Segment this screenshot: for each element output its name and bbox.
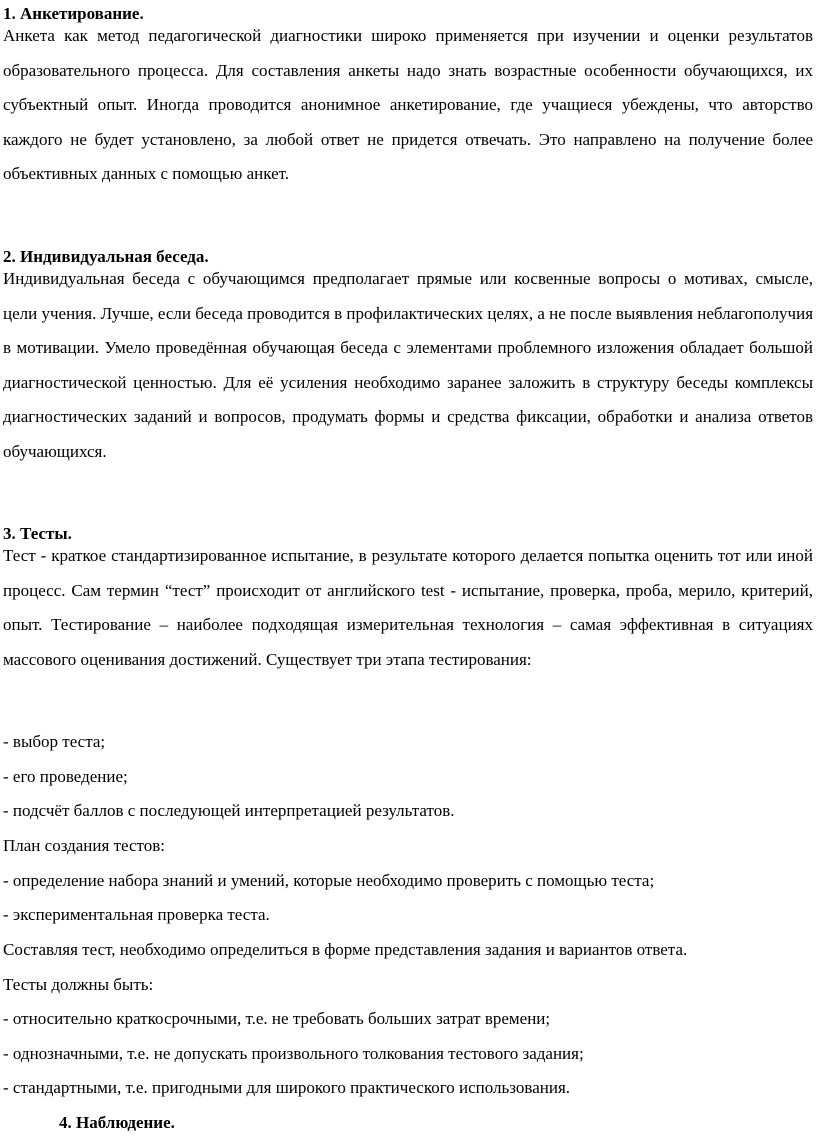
test-requirement-item: - относительно краткосрочными, т.е. не требовать больших затрат времени; bbox=[3, 1009, 551, 1028]
section-1-heading: 1. Анкетирование. bbox=[3, 4, 144, 23]
section-3-body: Тест - краткое стандартизированное испытание, в результате которого делается попытка оценить тот или иной процесс. Сам термин “тест” происходит от английского test - испытание, проверка, проба, мерило, критерий, опыт. Тестирование – наиболее подходящая измерительная технология – самая эффективная в ситуациях массового оценивания достижений. Существует три этапа тестирования: bbox=[3, 546, 813, 669]
test-requirement-item: - стандартными, т.е. пригодными для широкого практического использования. bbox=[3, 1078, 571, 1097]
test-step-item: - его проведение; bbox=[3, 767, 128, 786]
section-1-body: Анкета как метод педагогической диагностики широко применяется при изучении и оценки результатов образовательного процесса. Для составления анкеты надо знать возрастные особенности обучающихся, их субъектный опыт. Иногда проводится анонимное анкетирование, где учащиеся убеждены, что авторство каждого не будет установлено, за любой ответ не придется отвечать. Это направлено на получение более объективных данных с помощью анкет. bbox=[3, 26, 813, 184]
section-3-heading: 3. Тесты. bbox=[3, 524, 72, 543]
test-requirement-item: - однозначными, т.е. не допускать произвольного толкования тестового задания; bbox=[3, 1044, 584, 1063]
section-2-body: Индивидуальная беседа с обучающимся предполагает прямые или косвенные вопросы о мотивах, смысле, цели учения. Лучше, если беседа проводится в профилактических целях, а не после выявления неблагополучия в мотивации. Умело проведённая обучающая беседа с элементами проблемного изложения обладает большой диагностической ценностью. Для её усиления необходимо заранее заложить в структуру беседы комплексы диагностических заданий и вопросов, продумать формы и средства фиксации, обработки и анализа ответов обучающихся. bbox=[3, 269, 814, 461]
test-form-statement: Составляя тест, необходимо определиться в форме представления задания и вариантов ответа. bbox=[3, 940, 688, 959]
test-plan-heading: План создания тестов: bbox=[3, 836, 165, 855]
test-step-item: - подсчёт баллов с последующей интерпретацией результатов. bbox=[3, 801, 455, 820]
section-2-heading: 2. Индивидуальная беседа. bbox=[3, 247, 209, 266]
test-requirements-heading: Тесты должны быть: bbox=[3, 975, 154, 994]
section-4-heading: 4. Наблюдение. bbox=[59, 1113, 175, 1132]
test-plan-item: - экспериментальная проверка теста. bbox=[3, 905, 270, 924]
test-plan-item: - определение набора знаний и умений, которые необходимо проверить с помощью теста; bbox=[3, 871, 655, 890]
test-step-item: - выбор теста; bbox=[3, 732, 106, 751]
